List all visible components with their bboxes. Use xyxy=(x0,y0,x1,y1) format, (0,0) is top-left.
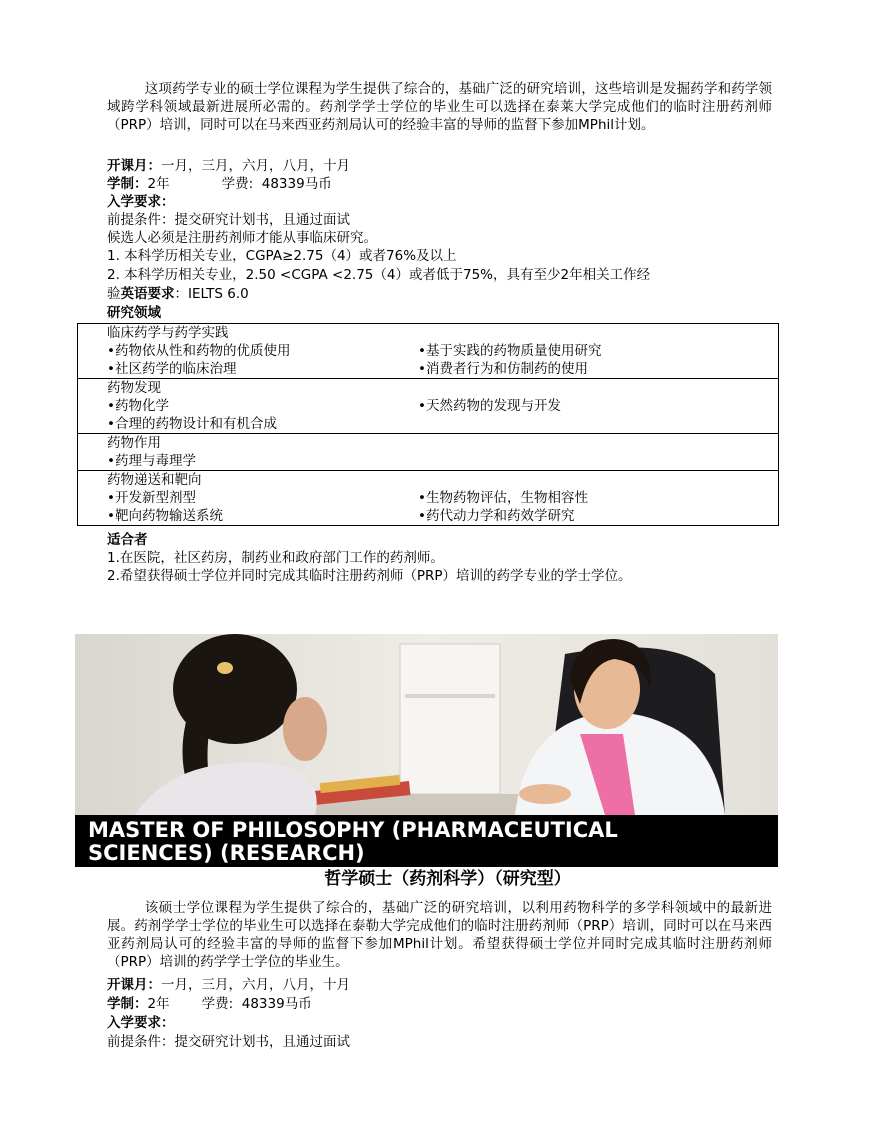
list-item: •社区药学的临床治理 xyxy=(78,360,419,379)
table-row xyxy=(78,489,779,507)
english-label: 英语要求 xyxy=(120,286,175,302)
banner-title-line-2: SCIENCES) (RESEARCH) xyxy=(88,841,365,865)
list-item: •开发新型剂型 xyxy=(107,490,196,506)
clinical-note: 候选人必须是注册药剂师才能从事临床研究。 xyxy=(107,230,377,246)
fee-value-2: 48339马币 xyxy=(241,996,312,1012)
program-photo xyxy=(75,634,778,867)
duration-value-2: 2年 xyxy=(147,996,170,1012)
list-item: •药理与毒理学 xyxy=(78,452,419,471)
suitable-item-2: 2.希望获得硕士学位并同时完成其临时注册药剂师（PRP）培训的药学专业的学士学位。 xyxy=(107,568,632,584)
table-row xyxy=(78,471,779,490)
requirement-2: 2. 本科学历相关专业，2.50 <CGPA <2.75（4）或者低于75%，具有至少2年相关工作经 xyxy=(107,267,651,283)
table-row xyxy=(78,324,779,343)
list-item: •基于实践的药物质量使用研究 xyxy=(418,343,602,359)
table-row xyxy=(78,342,779,360)
group-title-clinical: 临床药学与药学实践 xyxy=(78,324,779,343)
table-row xyxy=(78,507,779,526)
research-areas-table xyxy=(77,323,779,526)
duration-value: 2年 xyxy=(147,176,170,192)
intake-label-2: 开课月： xyxy=(107,977,161,993)
fee-label-2: 学费: xyxy=(201,996,234,1012)
english-value: ：IELTS 6.0 xyxy=(174,286,249,302)
program-title-banner xyxy=(75,815,778,867)
list-item: •药物依从性和药物的优质使用 xyxy=(107,343,291,359)
duration-fee-row-2 xyxy=(107,995,312,1013)
prerequisite-text: 前提条件：提交研究计划书，且通过面试 xyxy=(107,212,350,228)
english-requirement xyxy=(107,285,249,303)
fee-value: 48339马币 xyxy=(261,176,332,192)
requirement-1: 1. 本科学历相关专业，CGPA≥2.75（4）或者76%及以上 xyxy=(107,248,457,264)
table-row xyxy=(78,379,779,398)
group-title-discovery: 药物发现 xyxy=(78,379,779,398)
duration-label: 学制： xyxy=(107,176,148,192)
intake-value: 一月，三月，六月，八月，十月 xyxy=(161,158,350,174)
list-item: •靶向药物输送系统 xyxy=(78,507,419,526)
duration-fee-row xyxy=(107,175,332,193)
program-intro: 这项药学专业的硕士学位课程为学生提供了综合的，基础广泛的研究培训，这些培训是发掘药学和药学领域跨学科领域最新进展所必需的。药剂学学士学位的毕业生可以选择在泰莱大学完成他们的临时注册药剂师（PRP）培训，同时可以在马来西亚药剂局认可的经验丰富的导师的监督下参加MPhil计划。 xyxy=(107,81,772,133)
entry-requirements-label: 入学要求： xyxy=(107,194,175,210)
intake-label: 开课月： xyxy=(107,158,161,174)
duration-label-2: 学制： xyxy=(107,996,148,1012)
table-row xyxy=(78,360,779,379)
intake-row-2 xyxy=(107,976,350,994)
list-item: •生物药物评估，生物相容性 xyxy=(418,490,588,506)
suitable-item-1: 1.在医院，社区药房，制药业和政府部门工作的药剂师。 xyxy=(107,550,444,566)
list-item: •药物化学 xyxy=(107,398,169,414)
table-row xyxy=(78,415,779,434)
suitable-label: 适合者 xyxy=(107,532,148,548)
banner-title xyxy=(88,819,618,865)
fee-label: 学费: xyxy=(221,176,254,192)
research-areas-label: 研究领域 xyxy=(107,305,161,321)
prerequisite-text-2: 前提条件：提交研究计划书，且通过面试 xyxy=(107,1034,350,1050)
intake-row xyxy=(107,157,350,175)
table-row xyxy=(78,434,779,453)
intake-value-2: 一月，三月，六月，八月，十月 xyxy=(161,977,350,993)
program-title-chinese: 哲学硕士（药剂科学）（研究型） xyxy=(324,869,571,889)
banner-title-line-1: MASTER OF PHILOSOPHY (PHARMACEUTICAL xyxy=(88,818,618,842)
group-title-action: 药物作用 xyxy=(78,434,779,453)
program-intro-2: 该硕士学位课程为学生提供了综合的，基础广泛的研究培训，以利用药物科学的多学科领域中的最新进展。药剂学学士学位的毕业生可以选择在泰勒大学完成他们的临时注册药剂师（PRP）培训，同时可以在马来西亚药剂局认可的经验丰富的导师的监督下参加MPhil计划。希望获得硕士学位并同时完成其临时注册药剂师（PRP）培训的药学学士学位的毕业生。 xyxy=(107,900,772,970)
entry-requirements-label-2: 入学要求： xyxy=(107,1015,175,1031)
table-row xyxy=(78,452,779,471)
list-item: •天然药物的发现与开发 xyxy=(418,398,561,414)
table-row xyxy=(78,397,779,415)
list-item: •消费者行为和仿制药的使用 xyxy=(418,360,779,379)
group-title-delivery: 药物递送和靶向 xyxy=(78,471,779,490)
english-prefix: 验 xyxy=(107,286,121,302)
list-item: •药代动力学和药效学研究 xyxy=(418,507,779,526)
list-item: •合理的药物设计和有机合成 xyxy=(78,415,419,434)
